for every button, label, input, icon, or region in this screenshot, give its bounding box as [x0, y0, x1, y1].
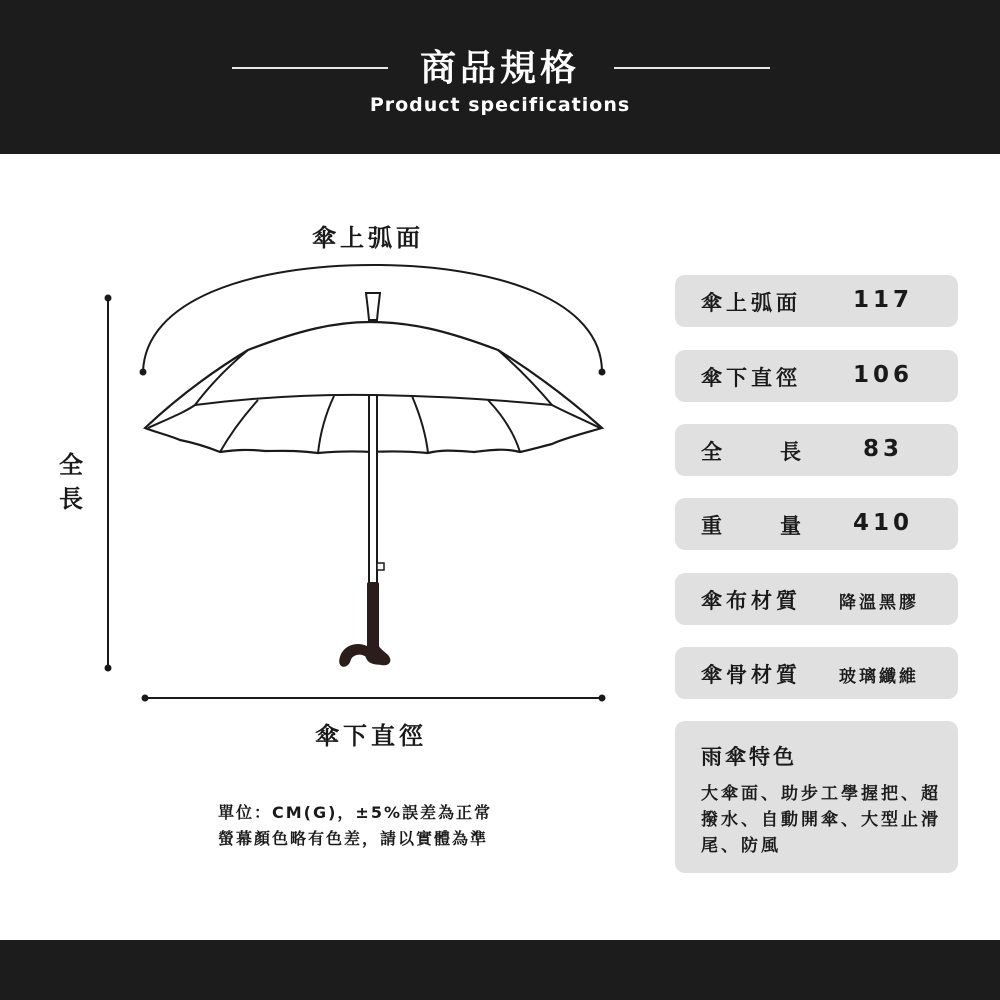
umbrella-shaft [369, 395, 377, 585]
spec-label [701, 510, 801, 540]
length-dot-top [105, 295, 112, 302]
diameter-dot-right [599, 695, 606, 702]
length-label-char-2: 長 [59, 485, 83, 513]
handle-grip [367, 582, 379, 654]
spec-value: 83 [863, 436, 904, 462]
features-box [675, 721, 958, 873]
spec-row-ribs [675, 647, 958, 699]
open-button-icon [377, 563, 384, 570]
umbrella-tip-icon [366, 293, 380, 320]
features-title: 雨傘特色 [701, 745, 797, 769]
spec-value: 玻璃纖維 [839, 667, 919, 687]
top-arc-label: 傘上弧面 [312, 224, 424, 252]
length-dot-bottom [105, 665, 112, 672]
bottom-diameter-label: 傘下直徑 [315, 722, 427, 750]
spec-value: 410 [853, 510, 914, 536]
spec-value: 降溫黑膠 [839, 593, 919, 613]
spec-label [701, 436, 801, 466]
spec-label-char: 全 [701, 440, 722, 464]
spec-row-bottom-diameter [675, 350, 958, 402]
handle-crook-icon [340, 645, 390, 666]
spec-label: 傘布材質 [701, 589, 801, 613]
spec-row-top-arc [675, 275, 958, 327]
spec-value: 106 [853, 362, 914, 388]
spec-row-fabric [675, 573, 958, 625]
spec-label-char: 量 [780, 514, 801, 538]
unit-note: 單位：CM(G)，±5%誤差為正常 [218, 803, 492, 822]
spec-value: 117 [853, 287, 914, 313]
spec-label: 傘下直徑 [701, 366, 801, 390]
page-title: 商品規格 [419, 48, 580, 89]
spec-row-length [675, 424, 958, 476]
top-arc-dot-right [599, 369, 606, 376]
color-note: 螢幕顏色略有色差，請以實體為準 [218, 829, 489, 848]
top-arc-dot-left [140, 369, 147, 376]
spec-label-char: 重 [701, 514, 722, 538]
length-label-char-1: 全 [59, 451, 83, 479]
length-label [56, 448, 86, 516]
diameter-dot-left [142, 695, 149, 702]
spec-label-char: 長 [780, 440, 801, 464]
spec-label: 傘上弧面 [701, 291, 801, 315]
footer-band [0, 940, 1000, 1000]
spec-row-weight [675, 498, 958, 550]
spec-label: 傘骨材質 [701, 663, 801, 687]
page-subtitle: Product specifications [369, 94, 631, 116]
features-text: 大傘面、助步工學握把、超撥水、自動開傘、大型止滑尾、防風 [701, 784, 941, 856]
